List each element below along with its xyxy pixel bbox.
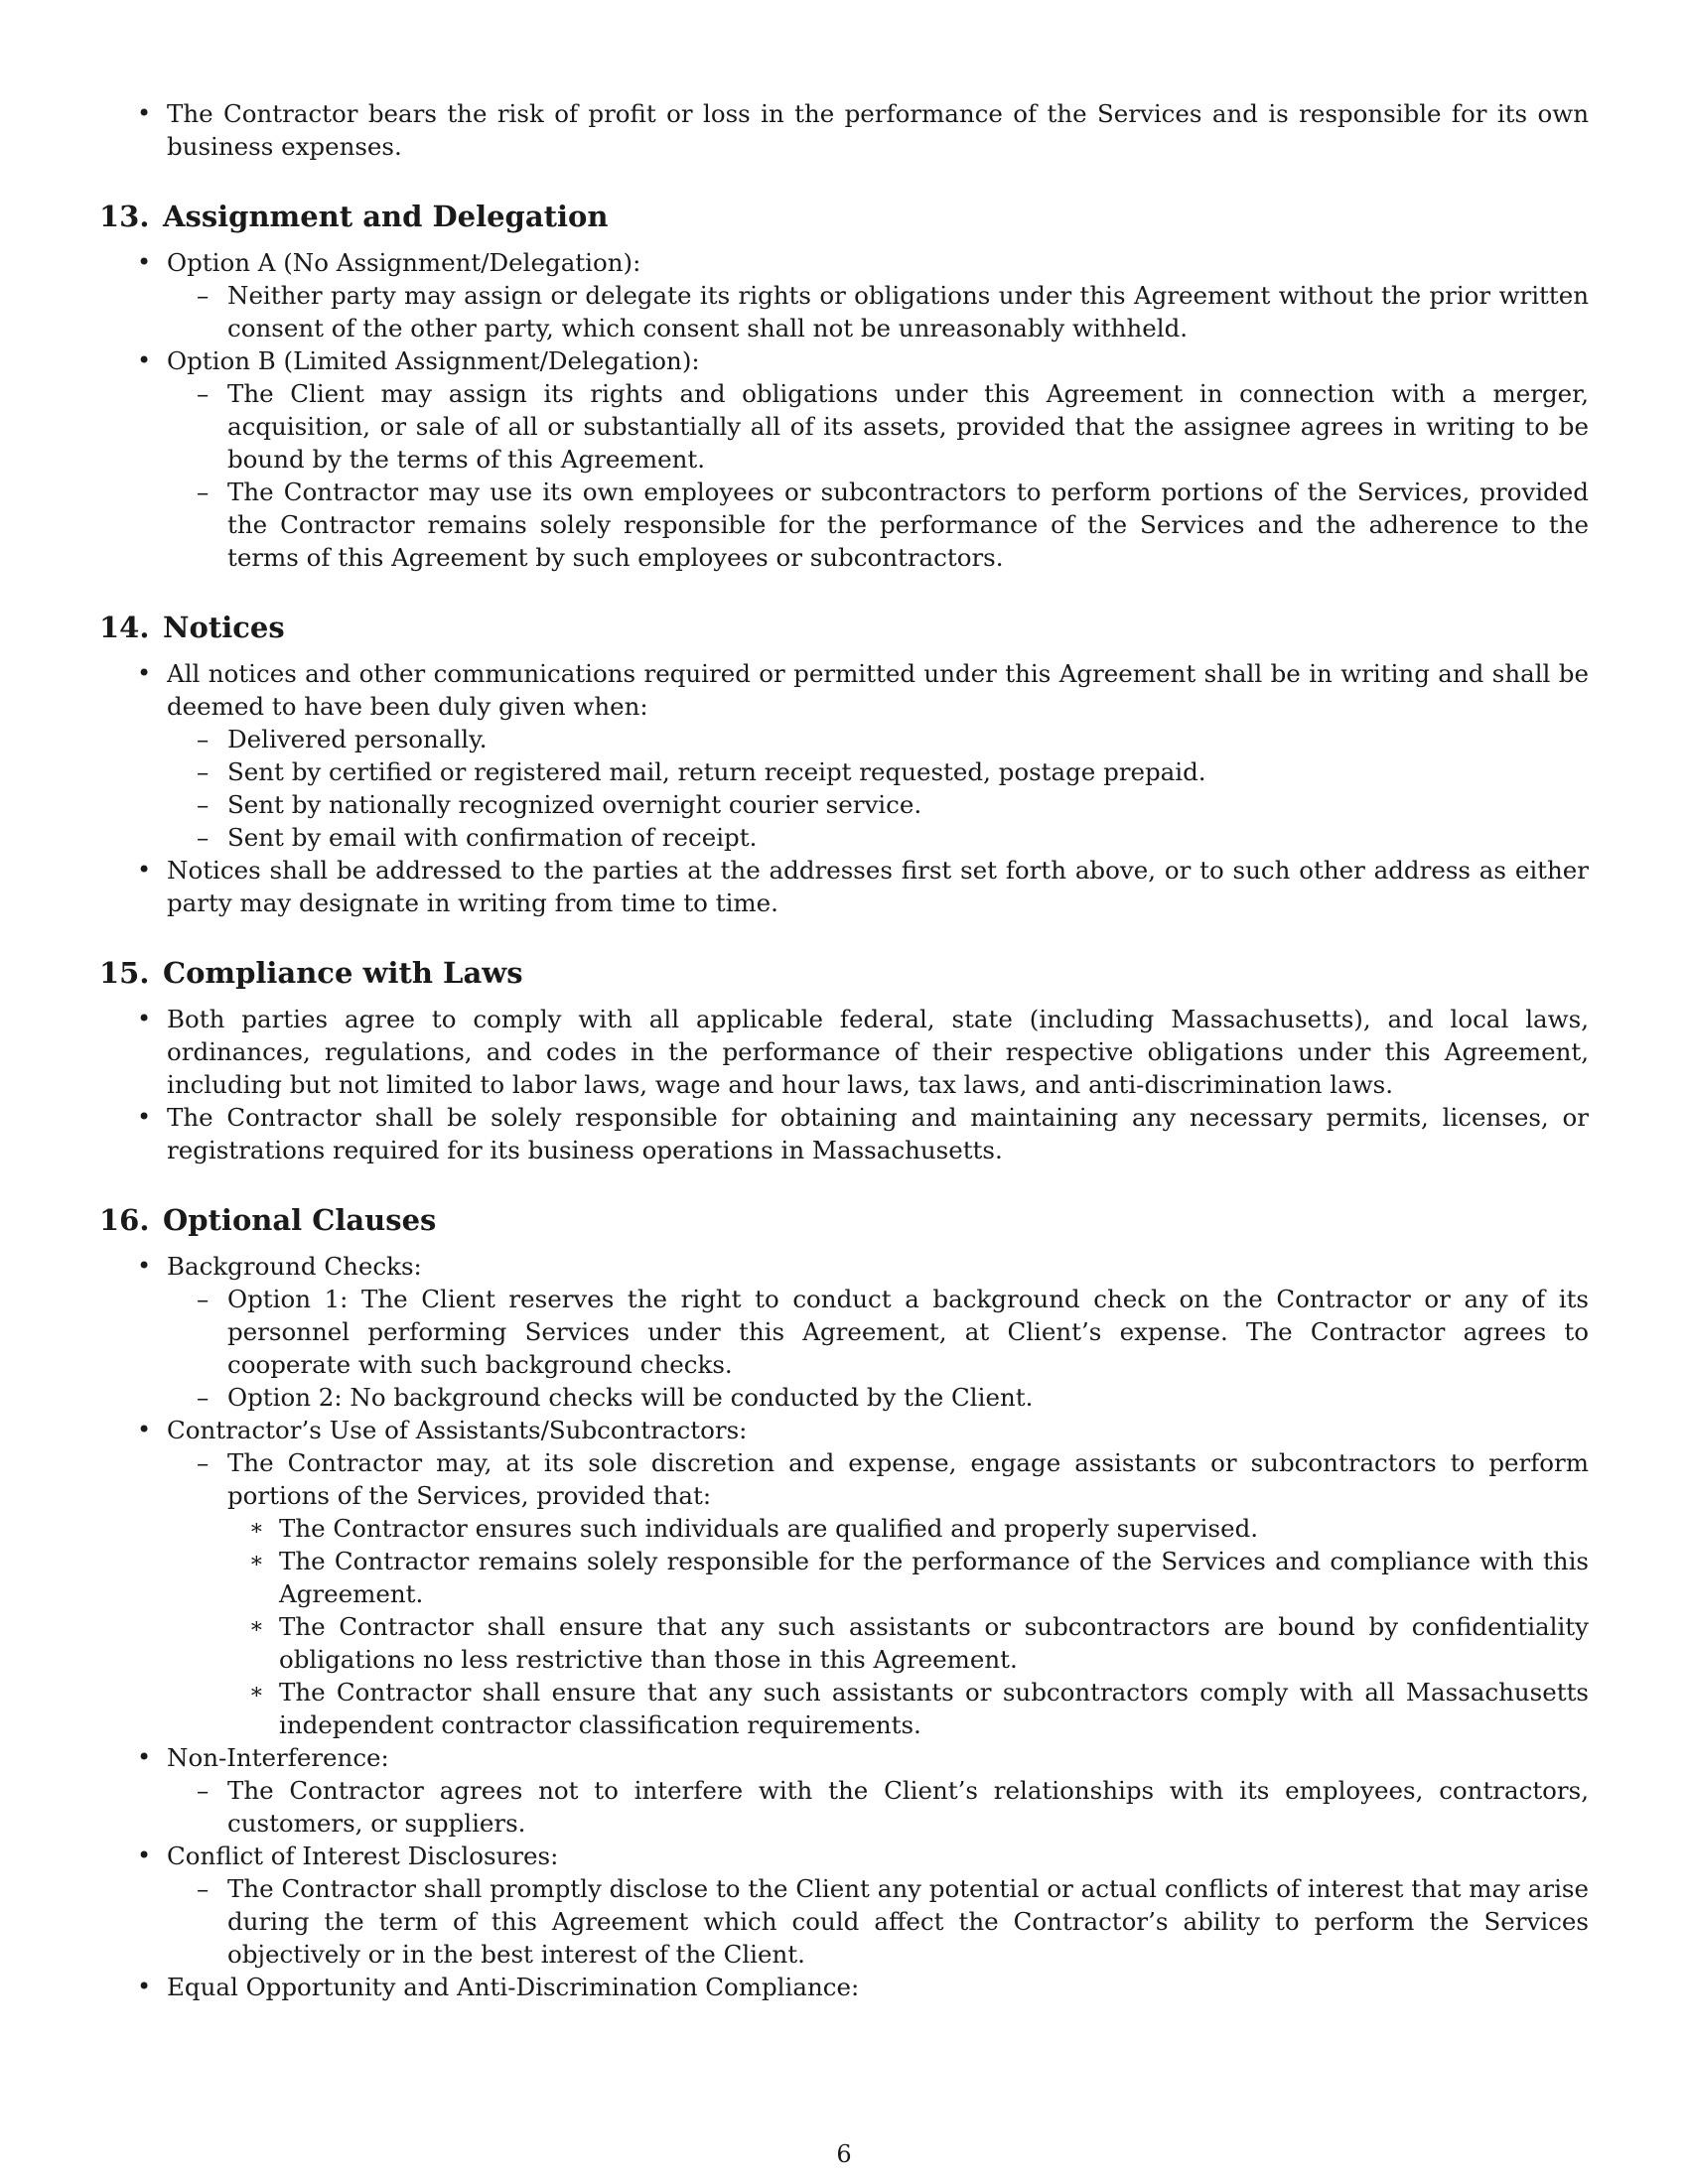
sub-list-item-text: Delivered personally.: [227, 725, 488, 753]
list-item: [99, 1741, 1589, 1840]
sub-sub-list-item: ∗ The Contractor shall ensure that any such assistants or subcontractors are bound by confidentiality obligations no less restrictive than those in this Agreement.: [227, 1610, 1589, 1676]
sub-list: [167, 377, 1589, 574]
list-item-text: • The Contractor shall be solely responsible for obtaining and maintaining any necessary permits, licenses, or registrations required for its business operations in Massachusetts.: [167, 1103, 1589, 1164]
sub-list-item: [167, 476, 1589, 574]
list-item-text: • Non-Interference:: [167, 1743, 389, 1772]
sub-list-item-text: Sent by certified or registered mail, return receipt requested, postage prepaid.: [227, 757, 1206, 786]
page-number: 6: [836, 2140, 852, 2168]
sub-list-item: [167, 723, 1589, 755]
intro-list: [99, 97, 1589, 163]
section-13: [99, 199, 1589, 574]
sub-list-item: [167, 377, 1589, 476]
list-item: [99, 854, 1589, 919]
list-item: [99, 1971, 1589, 2003]
section-number: 13.: [99, 200, 150, 233]
sub-list-item-text: Neither party may assign or delegate its rights or obligations under this Agreement without the prior written consent of the other party, which consent shall not be unreasonably withheld.: [227, 281, 1589, 342]
section-heading: [99, 955, 1589, 991]
list-item-text: • Contractor’s Use of Assistants/Subcontractors:: [167, 1416, 748, 1444]
list-item: [99, 1414, 1589, 1741]
section-heading: [99, 199, 1589, 234]
sub-list-item: [167, 1381, 1589, 1414]
sub-list-item: [167, 279, 1589, 344]
list-item-text: • Both parties agree to comply with all applicable federal, state (including Massachusetts), and local laws, ordinances, regulations, and codes in the performance of their respective obligations under this Agreement, including but not limited to labor laws, wage and hour laws, tax laws, and anti-discrimination laws.: [167, 1005, 1589, 1099]
sub-list-item: [167, 788, 1589, 821]
sub-list-item: [167, 755, 1589, 788]
sub-list-item-text: Option 2: No background checks will be conducted by the Client.: [227, 1383, 1034, 1412]
sub-sub-list-item: ∗ The Contractor ensures such individuals are qualified and properly supervised.: [227, 1512, 1589, 1545]
list-item: [99, 1250, 1589, 1414]
sub-list-item-text: The Contractor may use its own employees or subcontractors to perform portions of the Services, provided the Contractor remains solely responsible for the performance of the Services and the adherence to the terms of this Agreement by such employees or subcontractors.: [227, 478, 1589, 572]
sub-sub-list: [227, 1512, 1589, 1741]
sub-sub-list-item: ∗ The Contractor remains solely responsible for the performance of the Services and compliance with this Agreement.: [227, 1545, 1589, 1610]
bullet-list: [99, 1250, 1589, 2003]
document-page: [99, 97, 1589, 2003]
section-heading: [99, 1202, 1589, 1238]
section-number: 14.: [99, 611, 150, 644]
list-item: [99, 1101, 1589, 1166]
sub-list-item: [167, 1446, 1589, 1741]
sub-list-item: [167, 1283, 1589, 1381]
sub-list-item-text: The Contractor agrees not to interfere with the Client’s relationships with its employees, contractors, customers, or suppliers.: [227, 1776, 1589, 1838]
list-item: [99, 1003, 1589, 1101]
section-number: 15.: [99, 956, 150, 990]
sub-list-item-text: Sent by email with confirmation of receipt.: [227, 823, 758, 852]
sub-sub-list-item: ∗ The Contractor shall ensure that any such assistants or subcontractors comply with all Massachusetts independent contractor classification requirements.: [227, 1676, 1589, 1741]
bullet-list: [99, 246, 1589, 574]
sub-list: [167, 279, 1589, 344]
list-item: [99, 1840, 1589, 1971]
list-item: [99, 657, 1589, 854]
section-title: Compliance with Laws: [163, 956, 523, 990]
list-item-text: • Background Checks:: [167, 1252, 422, 1281]
list-item-text: • Option B (Limited Assignment/Delegation):: [167, 346, 700, 375]
section-title: Assignment and Delegation: [163, 200, 609, 233]
list-item-text: • Conflict of Interest Disclosures:: [167, 1842, 559, 1870]
section-number: 16.: [99, 1203, 150, 1237]
sub-list: [167, 723, 1589, 854]
section-15: [99, 955, 1589, 1166]
sub-list-item: [167, 821, 1589, 854]
section-16: [99, 1202, 1589, 2003]
list-item: [99, 344, 1589, 574]
sub-list-item-text: Option 1: The Client reserves the right to conduct a background check on the Contractor or any of its personnel performing Services under this Agreement, at Client’s expense. The Contractor agrees to cooperate with such background checks.: [227, 1285, 1589, 1379]
list-item: [99, 246, 1589, 344]
sections-container: [99, 199, 1589, 2003]
bullet-list: [99, 657, 1589, 919]
section-title: Optional Clauses: [163, 1203, 437, 1237]
list-item-text: • Equal Opportunity and Anti-Discrimination Compliance:: [167, 1973, 860, 2001]
section-title: Notices: [163, 611, 285, 644]
list-item-text: • Notices shall be addressed to the parties at the addresses first set forth above, or to such other address as either party may designate in writing from time to time.: [167, 856, 1589, 917]
sub-list-item: [167, 1774, 1589, 1840]
sub-list: [167, 1872, 1589, 1971]
bullet-list: [99, 1003, 1589, 1166]
list-item: • The Contractor bears the risk of profit or loss in the performance of the Services and is responsible for its own business expenses.: [99, 97, 1589, 163]
sub-list-item-text: The Contractor may, at its sole discretion and expense, engage assistants or subcontractors to perform portions of the Services, provided that:: [227, 1448, 1589, 1510]
sub-list-item-text: The Client may assign its rights and obligations under this Agreement in connection with a merger, acquisition, or sale of all or substantially all of its assets, provided that the assignee agrees in writing to be bound by the terms of this Agreement.: [227, 379, 1589, 474]
list-item-text: • Option A (No Assignment/Delegation):: [167, 248, 641, 277]
section-14: [99, 610, 1589, 919]
list-item-text: • All notices and other communications required or permitted under this Agreement shall be in writing and shall be deemed to have been duly given when:: [167, 659, 1589, 721]
sub-list-item-text: The Contractor shall promptly disclose to the Client any potential or actual conflicts of interest that may arise during the term of this Agreement which could affect the Contractor’s ability to perform the Services objectively or in the best interest of the Client.: [227, 1874, 1589, 1969]
section-heading: [99, 610, 1589, 645]
sub-list: [167, 1446, 1589, 1741]
sub-list: [167, 1774, 1589, 1840]
sub-list-item: [167, 1872, 1589, 1971]
sub-list-item-text: Sent by nationally recognized overnight courier service.: [227, 790, 922, 819]
sub-list: [167, 1283, 1589, 1414]
